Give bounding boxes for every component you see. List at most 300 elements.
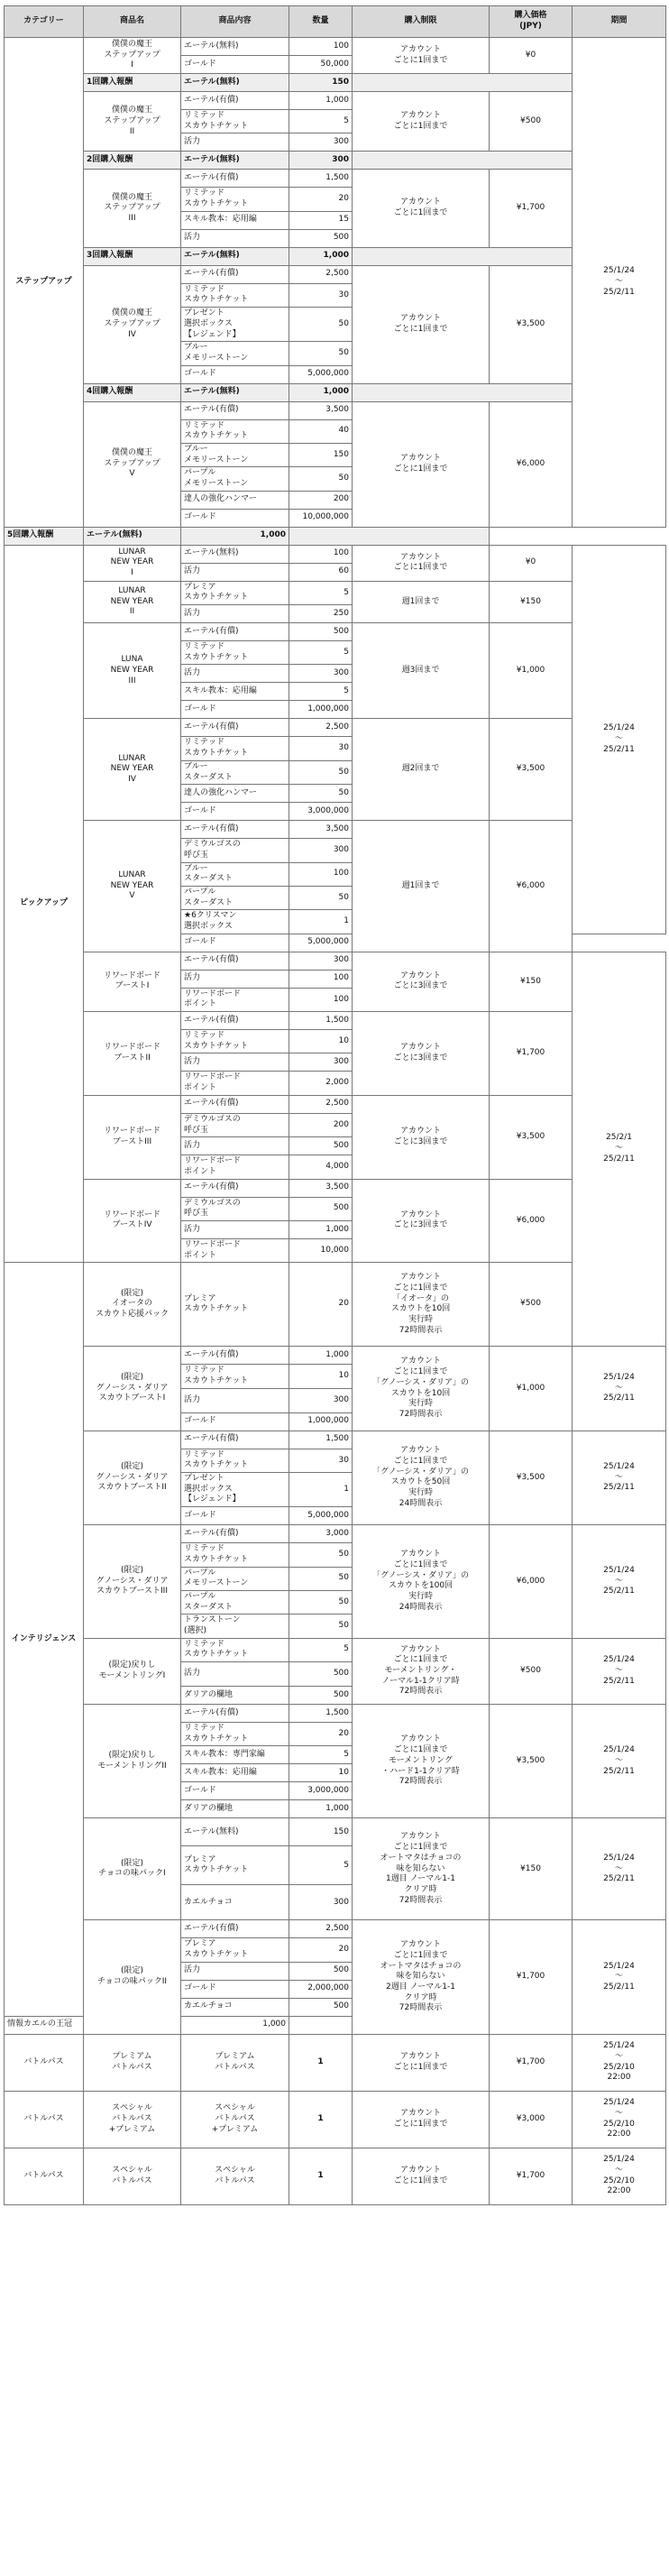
item-cell: ブルー メモリーストーン: [181, 443, 289, 466]
quantity-cell: 3,000: [289, 1525, 353, 1543]
limit-cell: アカウント ごとに3回まで: [353, 1012, 490, 1096]
period-cell: 25/1/24 〜 25/2/10 22:00: [573, 2148, 666, 2204]
item-cell: エーテル(無料): [181, 383, 289, 401]
product-name-cell: 僕僕の魔王 ステップアップ I: [84, 38, 181, 74]
quantity-cell: 5: [289, 683, 353, 701]
table-row: [5, 2091, 666, 2148]
quantity-cell: 10: [289, 1365, 353, 1388]
quantity-cell: 50: [289, 342, 353, 365]
item-cell: 活力: [181, 1962, 289, 1980]
period-cell: 25/1/24 〜 25/2/11: [573, 1920, 666, 2034]
quantity-cell: 300: [289, 1885, 353, 1920]
price-cell: ¥150: [490, 581, 573, 622]
table-row: [5, 2148, 666, 2204]
item-cell: エーテル(有償): [181, 1431, 289, 1449]
bonus-row: [5, 74, 666, 92]
price-cell: ¥1,700: [490, 1012, 573, 1096]
quantity-cell: 40: [289, 419, 353, 443]
item-cell: ゴールド: [181, 1507, 289, 1525]
category-cell: インテリジェンス: [5, 1263, 84, 2016]
table-row: [5, 821, 666, 839]
quantity-cell: 20: [289, 1263, 353, 1347]
item-cell: 達人の強化ハンマー: [181, 785, 289, 803]
category-cell: ピックアップ: [5, 545, 84, 1263]
quantity-cell: 20: [289, 1938, 353, 1962]
product-name-cell: LUNA NEW YEAR III: [84, 623, 181, 719]
product-name-cell: リワードボード ブーストII: [84, 1012, 181, 1096]
quantity-cell: 1,000: [289, 1800, 353, 1818]
item-cell: 活力: [181, 1662, 289, 1687]
limit-cell: アカウント ごとに1回まで: [353, 38, 490, 74]
quantity-cell: 2,500: [289, 719, 353, 737]
quantity-cell: 5,000,000: [289, 1507, 353, 1525]
quantity-cell: 2,500: [289, 265, 353, 283]
quantity-cell: 3,500: [289, 401, 353, 419]
quantity-cell: 1: [289, 2091, 353, 2148]
period-cell: 25/1/24 〜 25/2/11: [573, 1431, 666, 1524]
item-cell: エーテル(無料): [181, 152, 289, 170]
price-cell: ¥1,700: [490, 2148, 573, 2204]
table-row: [5, 1705, 666, 1723]
quantity-cell: 100: [289, 862, 353, 886]
quantity-cell: 300: [289, 133, 353, 152]
price-cell: ¥0: [490, 38, 573, 74]
quantity-cell: 500: [289, 229, 353, 247]
bonus-empty-cell: [353, 247, 573, 265]
quantity-cell: 500: [289, 1197, 353, 1220]
header-product-name: 商品名: [84, 6, 181, 38]
quantity-cell: 1: [289, 910, 353, 934]
product-name-cell: リワードボード ブーストI: [84, 952, 181, 1011]
price-cell: ¥6,000: [490, 821, 573, 952]
item-cell: 活力: [181, 605, 289, 623]
limit-cell: アカウント ごとに1回まで モーメントリング ・ハード1-1クリア時 72時間表示: [353, 1705, 490, 1818]
limit-cell: アカウント ごとに1回まで: [353, 2091, 490, 2148]
table-row: [5, 38, 666, 56]
price-cell: ¥500: [490, 1638, 573, 1704]
product-name-cell: LUNAR NEW YEAR I: [84, 545, 181, 581]
quantity-cell: 1,500: [289, 1431, 353, 1449]
price-cell: ¥6,000: [490, 1179, 573, 1263]
quantity-cell: 1,000: [181, 527, 289, 545]
quantity-cell: 300: [289, 1388, 353, 1412]
item-cell: トランストーン (選択): [181, 1615, 289, 1638]
item-cell: エーテル(無料): [181, 247, 289, 265]
product-name-cell: (限定)戻りし モーメントリングI: [84, 1638, 181, 1704]
quantity-cell: 150: [289, 443, 353, 466]
item-cell: ダリアの欄地: [181, 1800, 289, 1818]
quantity-cell: 1,000: [181, 2016, 289, 2034]
item-cell: プレミア スカウトチケット: [181, 1938, 289, 1962]
quantity-cell: 10: [289, 1764, 353, 1782]
table-row: [5, 1263, 666, 1347]
quantity-cell: 500: [289, 1687, 353, 1705]
price-cell: ¥1,700: [490, 170, 573, 247]
header-quantity: 数量: [289, 6, 353, 38]
item-cell: ゴールド: [181, 1980, 289, 1998]
quantity-cell: 200: [289, 1113, 353, 1136]
table-row: [5, 1012, 666, 1030]
table-row: [5, 1431, 666, 1449]
quantity-cell: 100: [289, 988, 353, 1011]
item-cell: ダリアの欄地: [181, 1687, 289, 1705]
item-cell: エーテル(有償): [181, 1705, 289, 1723]
limit-cell: アカウント ごとに1回まで 「グノーシス・ダリア」の スカウトを100回 実行時 24時間表示: [353, 1525, 490, 1639]
limit-cell: 週3回まで: [353, 623, 490, 719]
quantity-cell: 1: [289, 2034, 353, 2091]
price-cell: ¥3,500: [490, 719, 573, 821]
product-name-cell: リワードボード ブーストIII: [84, 1095, 181, 1179]
product-name-cell: LUNAR NEW YEAR II: [84, 581, 181, 622]
table-row: [5, 719, 666, 737]
product-name-cell: 僕僕の魔王 ステップアップ IV: [84, 265, 181, 383]
price-cell: ¥1,700: [490, 1920, 573, 2034]
item-cell: エーテル(有償): [181, 952, 289, 970]
limit-cell: アカウント ごとに1回まで オートマタはチョコの 味を知らない 2週目 ノーマル1-1 クリア時 72時間表示: [353, 1920, 490, 2034]
item-cell: カエルチョコ: [181, 1885, 289, 1920]
quantity-cell: 3,000,000: [289, 1782, 353, 1800]
table-row: [5, 952, 666, 970]
item-cell: ゴールド: [181, 1782, 289, 1800]
quantity-cell: 1,000: [289, 1220, 353, 1238]
quantity-cell: 3,500: [289, 1179, 353, 1197]
item-cell: リワードボード ポイント: [181, 988, 289, 1011]
item-cell: エーテル(有償): [181, 265, 289, 283]
table-row: [5, 1818, 666, 1846]
item-cell: パープル スターダスト: [181, 886, 289, 909]
quantity-cell: 1: [289, 1473, 353, 1507]
quantity-cell: 50: [289, 1543, 353, 1567]
price-cell: ¥3,500: [490, 265, 573, 383]
item-cell: パープル メモリーストーン: [181, 467, 289, 491]
table-row: [5, 2034, 666, 2091]
bonus-empty-cell: [353, 383, 573, 401]
quantity-cell: 5,000,000: [289, 365, 353, 383]
table-row: [5, 545, 666, 563]
header-row: [5, 6, 666, 38]
product-name-cell: LUNAR NEW YEAR IV: [84, 719, 181, 821]
item-cell: プレミア スカウトチケット: [181, 1846, 289, 1885]
header-category: カテゴリー: [5, 6, 84, 38]
quantity-cell: 100: [289, 970, 353, 988]
price-cell: ¥1,000: [490, 623, 573, 719]
item-cell: エーテル(有償): [181, 1525, 289, 1543]
item-cell: エーテル(有償): [181, 623, 289, 641]
quantity-cell: 300: [289, 839, 353, 862]
quantity-cell: 10,000,000: [289, 509, 353, 527]
quantity-cell: 50: [289, 785, 353, 803]
price-cell: ¥1,700: [490, 2034, 573, 2091]
item-cell: エーテル(有償): [181, 1347, 289, 1365]
item-cell: プレミアム バトルパス: [181, 2034, 289, 2091]
item-cell: ★6クリスマン 選択ボックス: [181, 910, 289, 934]
quantity-cell: 300: [289, 952, 353, 970]
quantity-cell: 30: [289, 737, 353, 760]
limit-cell: アカウント ごとに1回まで: [353, 170, 490, 247]
item-cell: ブルー スターダスト: [181, 862, 289, 886]
limit-cell: 週1回まで: [353, 821, 490, 952]
limit-cell: アカウント ごとに1回まで 「グノーシス・ダリア」の スカウトを10回 実行時 72時間表示: [353, 1347, 490, 1431]
item-cell: ゴールド: [181, 1412, 289, 1431]
period-cell: 25/1/24 〜 25/2/11: [573, 1638, 666, 1704]
header-price: 購入価格 (JPY): [490, 6, 573, 38]
quantity-cell: 5: [289, 110, 353, 133]
item-cell: リミテッド スカウトチケット: [181, 737, 289, 760]
quantity-cell: 500: [289, 1662, 353, 1687]
quantity-cell: 50: [289, 1567, 353, 1590]
item-cell: スキル教本：応用編: [181, 683, 289, 701]
item-cell: エーテル(有償): [181, 1179, 289, 1197]
item-cell: ゴールド: [181, 701, 289, 719]
quantity-cell: 50: [289, 760, 353, 784]
item-cell: スペシャル バトルパス +プレミアム: [181, 2091, 289, 2148]
item-cell: リワードボード ポイント: [181, 1238, 289, 1262]
item-cell: エーテル(有償): [181, 1012, 289, 1030]
limit-cell: アカウント ごとに1回まで オートマタはチョコの 味を知らない 1週目 ノーマル1-1 クリア時 72時間表示: [353, 1818, 490, 1920]
quantity-cell: 500: [289, 1998, 353, 2016]
item-cell: リミテッド スカウトチケット: [181, 1638, 289, 1661]
bonus-empty-cell: [289, 527, 490, 545]
item-cell: デミウルゴスの 呼び玉: [181, 1113, 289, 1136]
bonus-label-cell: 5回購入報酬: [5, 527, 84, 545]
price-cell: ¥6,000: [490, 1525, 573, 1639]
product-table: [4, 5, 666, 2205]
item-cell: 活力: [181, 970, 289, 988]
item-cell: リワードボード ポイント: [181, 1155, 289, 1179]
period-cell: 25/1/24 〜 25/2/11: [573, 1705, 666, 1818]
quantity-cell: 300: [289, 665, 353, 683]
product-name-cell: 僕僕の魔王 ステップアップ V: [84, 401, 181, 527]
price-cell: ¥3,000: [490, 2091, 573, 2148]
table-row: [5, 1638, 666, 1661]
table-row: [5, 1179, 666, 1197]
item-cell: エーテル(有償): [181, 821, 289, 839]
item-cell: エーテル(無料): [181, 1818, 289, 1846]
product-name-cell: LUNAR NEW YEAR V: [84, 821, 181, 952]
limit-cell: アカウント ごとに1回まで: [353, 545, 490, 581]
quantity-cell: 150: [289, 1818, 353, 1846]
item-cell: エーテル(無料): [181, 74, 289, 92]
limit-cell: アカウント ごとに1回まで: [353, 265, 490, 383]
quantity-cell: 1,000: [289, 92, 353, 110]
bonus-empty-cell: [353, 74, 573, 92]
item-cell: 活力: [181, 1137, 289, 1155]
table-row: [5, 170, 666, 188]
item-cell: リミテッド スカウトチケット: [181, 110, 289, 133]
bonus-row: [5, 527, 666, 545]
table-row: [5, 265, 666, 283]
quantity-cell: 5,000,000: [289, 934, 353, 952]
quantity-cell: 50: [289, 467, 353, 491]
limit-cell: アカウント ごとに1回まで: [353, 2034, 490, 2091]
price-cell: ¥0: [490, 545, 573, 581]
bonus-row: [5, 383, 666, 401]
category-cell: バトルパス: [5, 2091, 84, 2148]
quantity-cell: 50,000: [289, 56, 353, 74]
quantity-cell: 10,000: [289, 1238, 353, 1262]
quantity-cell: 5: [289, 1846, 353, 1885]
item-cell: エーテル(有償): [181, 92, 289, 110]
product-name-cell: (限定) グノーシス・ダリア スカウトブーストII: [84, 1431, 181, 1524]
item-cell: エーテル(有償): [181, 719, 289, 737]
table-row: [5, 581, 666, 604]
quantity-cell: 15: [289, 211, 353, 229]
bonus-label-cell: 4回購入報酬: [84, 383, 181, 401]
item-cell: ゴールド: [181, 509, 289, 527]
product-name-cell: (限定) イオータの スカウト応援パック: [84, 1263, 181, 1347]
table-row: [5, 1095, 666, 1113]
item-cell: ゴールド: [181, 56, 289, 74]
quantity-cell: 50: [289, 886, 353, 909]
table-row: [5, 623, 666, 641]
item-cell: デミウルゴスの 呼び玉: [181, 1197, 289, 1220]
table-row: [5, 1920, 666, 1938]
quantity-cell: 2,000: [289, 1072, 353, 1095]
category-cell: ステップアップ: [5, 38, 84, 528]
item-cell: ブルー メモリーストーン: [181, 342, 289, 365]
item-cell: 活力: [181, 229, 289, 247]
price-cell: ¥3,500: [490, 1095, 573, 1179]
quantity-cell: 3,000,000: [289, 803, 353, 821]
period-cell: 25/1/24 〜 25/2/10 22:00: [573, 2034, 666, 2091]
item-cell: エーテル(有償): [181, 170, 289, 188]
limit-cell: アカウント ごとに3回まで: [353, 952, 490, 1011]
item-cell: リミテッド スカウトチケット: [181, 419, 289, 443]
category-cell: バトルパス: [5, 2148, 84, 2204]
item-cell: 活力: [181, 665, 289, 683]
product-name-cell: スペシャル バトルパス +プレミアム: [84, 2091, 181, 2148]
item-cell: リミテッド スカウトチケット: [181, 283, 289, 307]
item-cell: エーテル(有償): [181, 401, 289, 419]
item-cell: リミテッド スカウトチケット: [181, 188, 289, 211]
period-cell: 25/1/24 〜 25/2/11: [573, 545, 666, 934]
price-cell: ¥500: [490, 92, 573, 152]
limit-cell: アカウント ごとに3回まで: [353, 1095, 490, 1179]
item-cell: 達人の強化ハンマー: [181, 491, 289, 509]
quantity-cell: 1,000: [289, 1347, 353, 1365]
quantity-cell: 2,000,000: [289, 1980, 353, 1998]
header-contents: 商品内容: [181, 6, 289, 38]
bonus-label-cell: 2回購入報酬: [84, 152, 181, 170]
item-cell: プレゼント 選択ボックス 【レジェンド】: [181, 1473, 289, 1507]
quantity-cell: 200: [289, 491, 353, 509]
product-name-cell: プレミアム バトルパス: [84, 2034, 181, 2091]
bonus-row: [5, 247, 666, 265]
period-cell: 25/1/24 〜 25/2/10 22:00: [573, 2091, 666, 2148]
limit-cell: アカウント ごとに1回まで モーメントリング・ ノーマル1-1クリア時 72時間表示: [353, 1638, 490, 1704]
table-row: [5, 1525, 666, 1543]
product-name-cell: (限定)戻りし モーメントリングII: [84, 1705, 181, 1818]
quantity-cell: 50: [289, 1590, 353, 1614]
quantity-cell: 500: [289, 1962, 353, 1980]
item-cell: エーテル(有償): [181, 1920, 289, 1938]
item-cell: ゴールド: [181, 803, 289, 821]
quantity-cell: 1: [289, 2148, 353, 2204]
quantity-cell: 3,500: [289, 821, 353, 839]
header-period: 期間: [573, 6, 666, 38]
item-cell: エーテル(無料): [181, 38, 289, 56]
item-cell: ゴールド: [181, 934, 289, 952]
limit-cell: アカウント ごとに1回まで 「グノーシス・ダリア」の スカウトを50回 実行時 24時間表示: [353, 1431, 490, 1524]
table-row: [5, 1347, 666, 1365]
item-cell: デミウルゴスの 呼び玉: [181, 839, 289, 862]
item-cell: リワードボード ポイント: [181, 1072, 289, 1095]
product-table-wrapper: [4, 5, 665, 2205]
quantity-cell: 1,000: [289, 383, 353, 401]
quantity-cell: 100: [289, 38, 353, 56]
bonus-row: [5, 152, 666, 170]
limit-cell: アカウント ごとに1回まで: [353, 2148, 490, 2204]
period-cell: 25/1/24 〜 25/2/11: [573, 1818, 666, 1920]
header-limit: 購入制限: [353, 6, 490, 38]
quantity-cell: 10: [289, 1030, 353, 1053]
table-row: [5, 92, 666, 110]
quantity-cell: 1,500: [289, 1012, 353, 1030]
quantity-cell: 100: [289, 545, 353, 563]
item-cell: カエルチョコ: [181, 1998, 289, 2016]
limit-cell: アカウント ごとに1回まで 「イオータ」の スカウトを10回 実行時 72時間表示: [353, 1263, 490, 1347]
product-name-cell: スペシャル バトルパス: [84, 2148, 181, 2204]
price-cell: ¥3,500: [490, 1431, 573, 1524]
quantity-cell: 2,500: [289, 1920, 353, 1938]
quantity-cell: 30: [289, 1449, 353, 1472]
item-cell: エーテル(有償): [181, 1095, 289, 1113]
item-cell: 情報カエルの王冠: [5, 2016, 84, 2034]
period-cell: 25/1/24 〜 25/2/11: [573, 1525, 666, 1639]
item-cell: リミテッド スカウトチケット: [181, 1030, 289, 1053]
item-cell: スキル教本：専門家編: [181, 1746, 289, 1764]
price-cell: ¥3,500: [490, 1705, 573, 1818]
quantity-cell: 300: [289, 1053, 353, 1072]
quantity-cell: 150: [289, 74, 353, 92]
item-cell: スキル教本：応用編: [181, 1764, 289, 1782]
item-cell: プレゼント 選択ボックス 【レジェンド】: [181, 308, 289, 342]
quantity-cell: 1,000,000: [289, 1412, 353, 1431]
quantity-cell: 2,500: [289, 1095, 353, 1113]
bonus-empty-cell: [353, 152, 573, 170]
item-cell: リミテッド スカウトチケット: [181, 641, 289, 665]
item-cell: パープル メモリーストーン: [181, 1567, 289, 1590]
product-name-cell: (限定) チョコの味パックII: [84, 1920, 181, 2034]
quantity-cell: 500: [289, 1137, 353, 1155]
item-cell: ブルー スターダスト: [181, 760, 289, 784]
item-cell: パープル スターダスト: [181, 1590, 289, 1614]
quantity-cell: 300: [289, 152, 353, 170]
item-cell: エーテル(無料): [84, 527, 181, 545]
item-cell: スペシャル バトルパス: [181, 2148, 289, 2204]
category-cell: バトルパス: [5, 2034, 84, 2091]
quantity-cell: 5: [289, 581, 353, 604]
limit-cell: アカウント ごとに1回まで: [353, 401, 490, 527]
bonus-label-cell: 3回購入報酬: [84, 247, 181, 265]
price-cell: ¥6,000: [490, 401, 573, 527]
period-cell: 25/2/1 〜 25/2/11: [573, 952, 666, 1347]
quantity-cell: 500: [289, 623, 353, 641]
period-cell: 25/1/24 〜 25/2/11: [573, 1347, 666, 1431]
item-cell: リミテッド スカウトチケット: [181, 1543, 289, 1567]
item-cell: エーテル(無料): [181, 545, 289, 563]
table-row: [5, 401, 666, 419]
item-cell: 活力: [181, 563, 289, 581]
item-cell: リミテッド スカウトチケット: [181, 1365, 289, 1388]
item-cell: リミテッド スカウトチケット: [181, 1449, 289, 1472]
quantity-cell: 50: [289, 1615, 353, 1638]
quantity-cell: 30: [289, 283, 353, 307]
product-name-cell: (限定) チョコの味パックI: [84, 1818, 181, 1920]
quantity-cell: 5: [289, 641, 353, 665]
quantity-cell: 1,500: [289, 1705, 353, 1723]
item-cell: プレミア スカウトチケット: [181, 1263, 289, 1347]
